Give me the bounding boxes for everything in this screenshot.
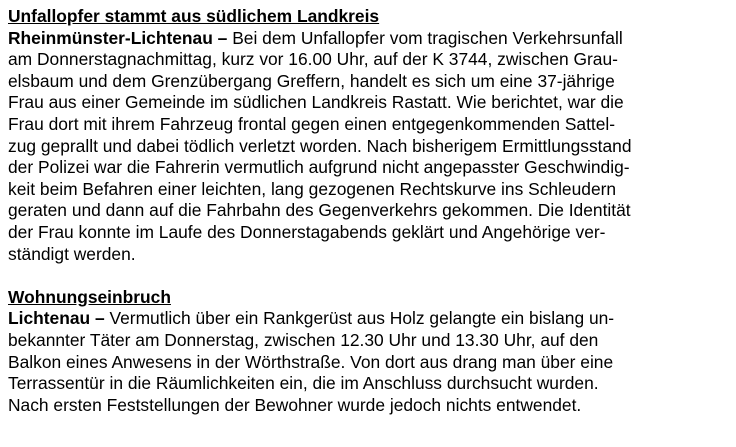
body-line: geraten und dann auf die Fahrbahn des Gegenverkehrs gekommen. Die Identität — [8, 200, 631, 221]
body-line: am Donnerstagnachmittag, kurz vor 16.00 Uhr, auf der K 3744, zwischen Grau- — [8, 49, 618, 70]
body-line: Nach ersten Feststellungen der Bewohner wurde jedoch nichts entwendet. — [8, 394, 582, 415]
body-line: Frau dort mit ihrem Fahrzeug frontal gegen einen entgegenkommenden Sattel- — [8, 113, 616, 134]
article-first-line — [8, 308, 734, 330]
body-line: Balkon eines Anwesens in der Wörthstraße. Von dort aus drang man über eine — [8, 351, 614, 372]
article-headline: Wohnungseinbruch — [8, 286, 171, 307]
body-line: Frau aus einer Gemeinde im südlichen Landkreis Rastatt. Wie berichtet, war die — [8, 92, 624, 113]
article-first-line — [8, 28, 734, 50]
body-line: der Frau konnte im Laufe des Donnerstagabends geklärt und Angehörige ver- — [8, 221, 606, 242]
body-line: elsbaum und dem Grenzübergang Greffern, handelt es sich um eine 37-jährige — [8, 70, 615, 91]
body-line: Bei dem Unfallopfer vom tragischen Verkehrsunfall — [227, 27, 623, 48]
body-line: der Polizei war die Fahrerin vermutlich aufgrund nicht angepasster Geschwindig- — [8, 157, 630, 178]
body-line: Terrassentür in die Räumlichkeiten ein, die im Anschluss durchsucht wurden. — [8, 373, 599, 394]
article-wohnungseinbruch — [8, 287, 734, 417]
body-line: keit beim Befahren einer leichten, lang gezogenen Rechtskurve ins Schleudern — [8, 178, 617, 199]
document-page — [8, 6, 734, 416]
body-line: bekannter Täter am Donnerstag, zwischen 12.30 Uhr und 13.30 Uhr, auf den — [8, 329, 599, 350]
body-line: ständigt werden. — [8, 243, 136, 264]
article-dateline: Rheinmünster-Lichtenau – — [8, 27, 228, 48]
article-headline: Unfallopfer stammt aus südlichem Landkreis — [8, 6, 380, 26]
article-unfallopfer — [8, 6, 734, 265]
body-line: zug geprallt und dabei tödlich verletzt worden. Nach bisherigem Ermittlungsstand — [8, 135, 632, 156]
body-line: Vermutlich über ein Rankgerüst aus Holz gelangte ein bislang un- — [104, 308, 615, 329]
article-dateline: Lichtenau – — [8, 308, 105, 329]
